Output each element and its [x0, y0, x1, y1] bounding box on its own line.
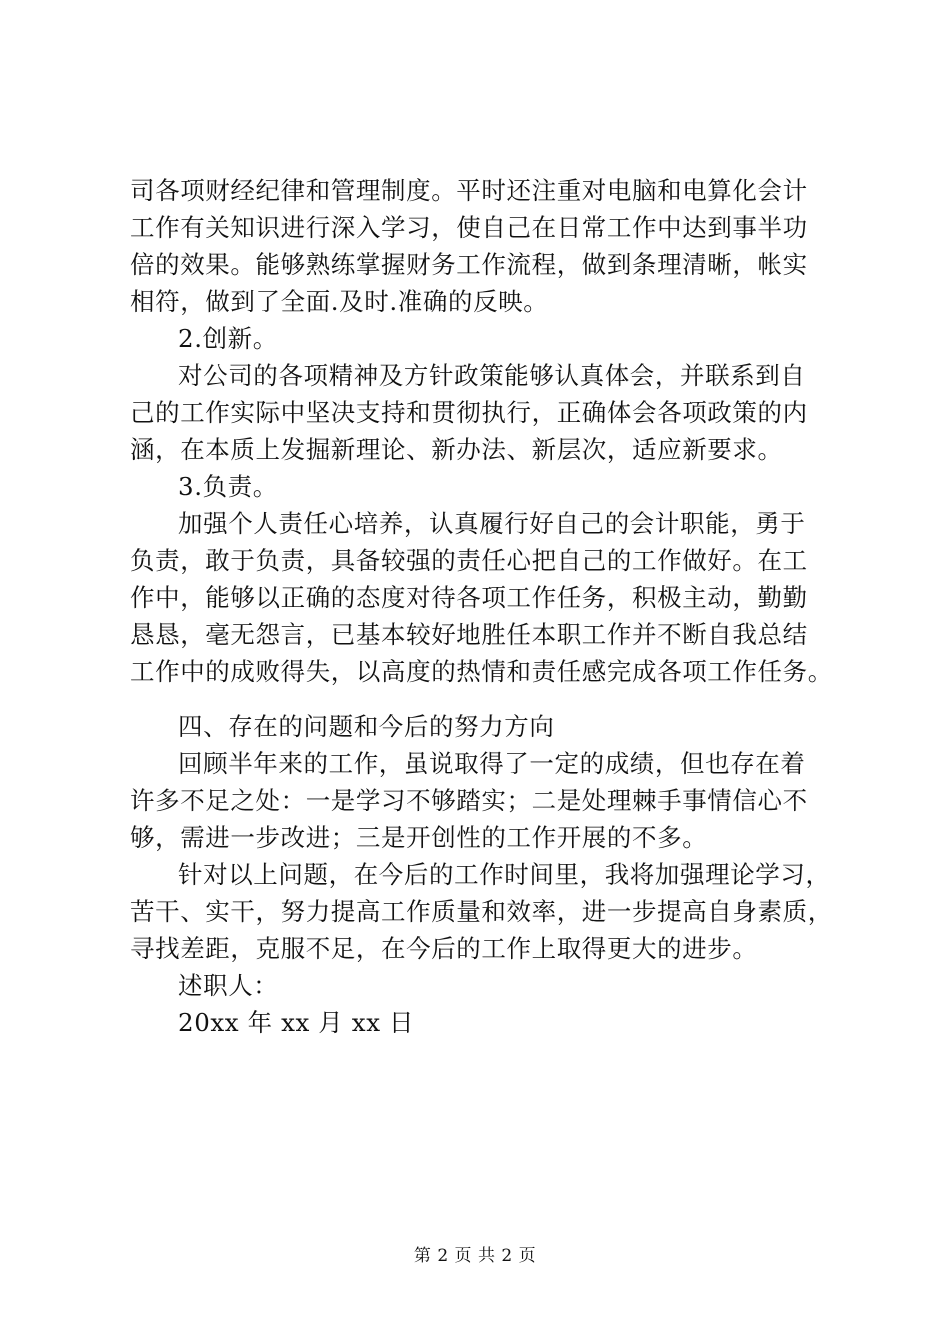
text-line: 司各项财经纪律和管理制度。平时还注重对电脑和电算化会计	[130, 176, 808, 205]
text-line: 3.负责。	[178, 472, 278, 501]
page-footer: 第 2 页 共 2 页	[413, 1246, 537, 1266]
text-line: 倍的效果。能够熟练掌握财务工作流程，做到条理清晰，帐实	[130, 250, 808, 279]
text-line: 工作有关知识进行深入学习，使自己在日常工作中达到事半功	[130, 213, 808, 242]
text-line: 针对以上问题，在今后的工作时间里，我将加强理论学习，	[178, 860, 831, 889]
text-line: 够，需进一步改进；三是开创性的工作开展的不多。	[130, 823, 708, 852]
text-line: 回顾半年来的工作，虽说取得了一定的成绩，但也存在着	[178, 749, 806, 778]
text-line: 恳恳，毫无怨言，已基本较好地胜任本职工作并不断自我总结	[130, 620, 808, 649]
text-line: 涵，在本质上发掘新理论、新办法、新层次，适应新要求。	[130, 435, 783, 464]
text-line: 己的工作实际中坚决支持和贯彻执行，正确体会各项政策的内	[130, 398, 808, 427]
text-line: 负责，敢于负责，具备较强的责任心把自己的工作做好。在工	[130, 546, 808, 575]
text-line: 四、存在的问题和今后的努力方向	[178, 712, 555, 741]
document-body	[130, 172, 850, 1041]
section-gap	[130, 690, 850, 708]
text-line: 许多不足之处：一是学习不够踏实；二是处理棘手事情信心不	[130, 786, 808, 815]
text-line: 对公司的各项精神及方针政策能够认真体会，并联系到自	[178, 361, 806, 390]
text-line: 相符，做到了全面.及时.准确的反映。	[130, 287, 549, 316]
text-line: 2.创新。	[178, 324, 278, 353]
text-line: 工作中的成败得失，以高度的热情和责任感完成各项工作任务。	[130, 657, 833, 686]
text-line: 述职人：	[178, 971, 279, 1000]
text-line: 作中，能够以正确的态度对待各项工作任务，积极主动，勤勤	[130, 583, 808, 612]
text-line: 苦干、实干，努力提高工作质量和效率，进一步提高自身素质，	[130, 897, 833, 926]
text-line: 加强个人责任心培养，认真履行好自己的会计职能，勇于	[178, 509, 806, 538]
text-line: 寻找差距，克服不足，在今后的工作上取得更大的进步。	[130, 934, 758, 963]
text-line: 20xx 年 xx 月 xx 日	[178, 1008, 415, 1037]
